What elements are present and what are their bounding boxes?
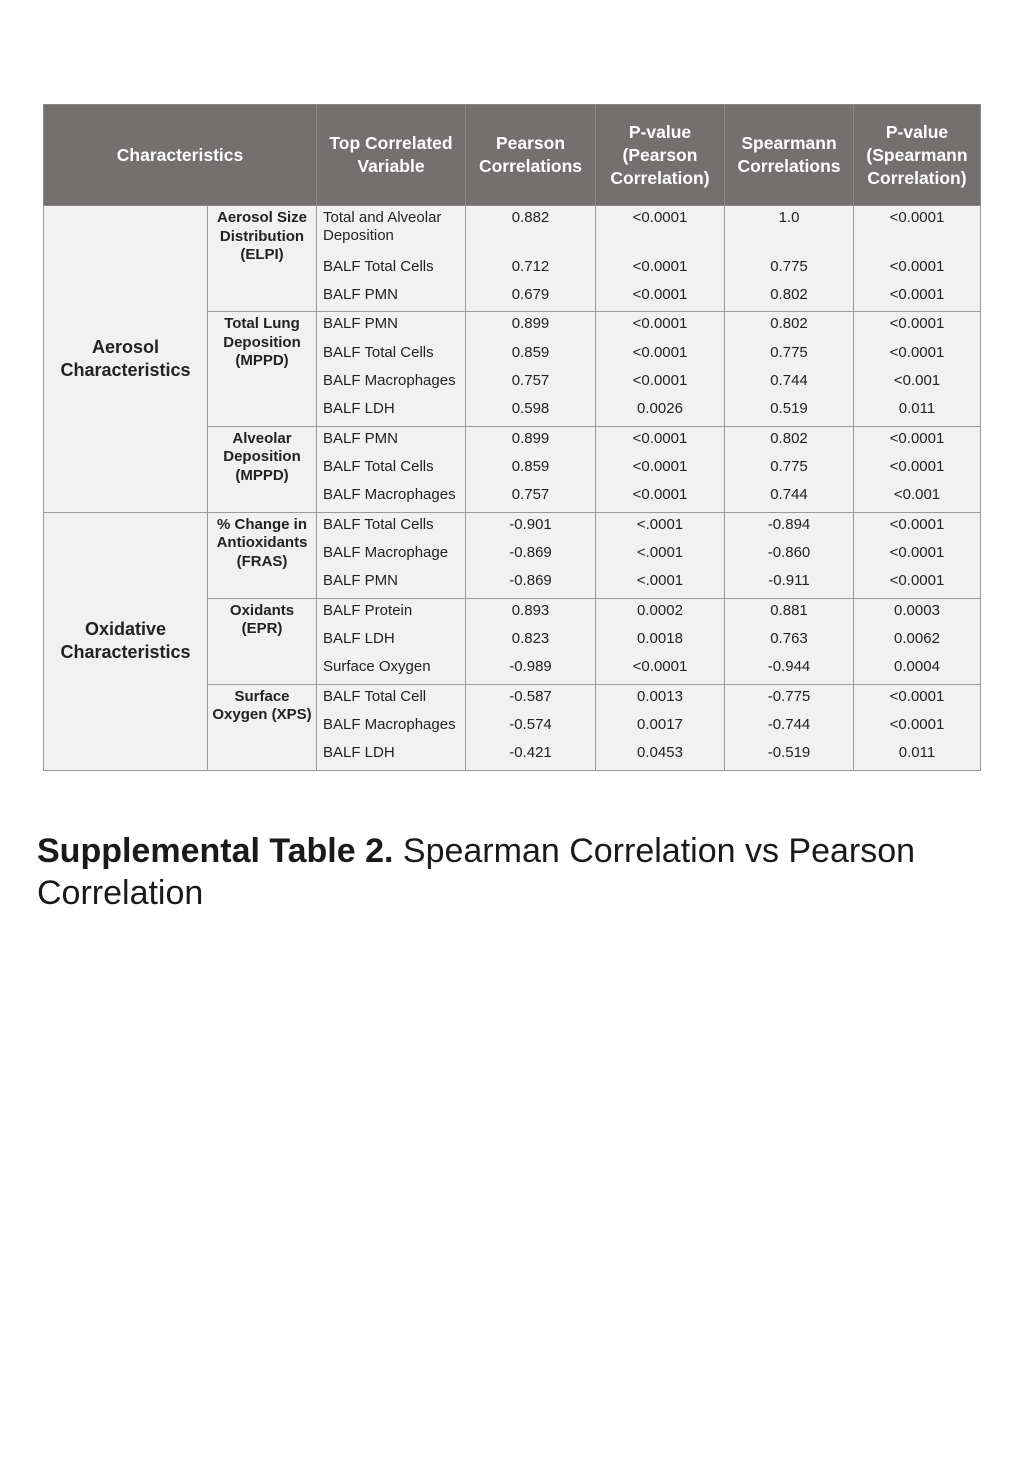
table-cell-spearmann: -0.894 — [725, 512, 854, 541]
table-cell-spearmann: 0.802 — [725, 283, 854, 312]
table-cell-pearson: 0.893 — [466, 598, 596, 627]
header-row — [44, 105, 981, 206]
table-cell-p-pearson: <0.0001 — [596, 312, 725, 341]
table-cell-variable: BALF Total Cells — [317, 255, 466, 283]
table-cell-spearmann: 0.802 — [725, 312, 854, 341]
table-cell-pearson: 0.882 — [466, 206, 596, 255]
table-cell-variable: BALF LDH — [317, 627, 466, 655]
table-cell-pearson: -0.869 — [466, 541, 596, 569]
caption-label: Supplemental Table 2. — [37, 832, 394, 870]
table-cell-pearson: 0.712 — [466, 255, 596, 283]
table-cell-variable: BALF PMN — [317, 426, 466, 455]
table-cell-p-spearmann: 0.011 — [854, 397, 981, 426]
table-cell-p-pearson: 0.0013 — [596, 684, 725, 713]
table-cell-spearmann: 0.802 — [725, 426, 854, 455]
table-cell-spearmann: 0.775 — [725, 341, 854, 369]
table-cell-p-pearson: 0.0017 — [596, 713, 725, 741]
table-cell-spearmann: 0.775 — [725, 455, 854, 483]
table-cell-spearmann: 0.744 — [725, 369, 854, 397]
table-cell-spearmann: -0.860 — [725, 541, 854, 569]
table-cell-p-pearson: <0.0001 — [596, 483, 725, 512]
subcategory-cell: Total Lung Deposition (MPPD) — [208, 312, 317, 426]
table-cell-variable: BALF Macrophages — [317, 713, 466, 741]
table-cell-p-spearmann: <0.0001 — [854, 569, 981, 598]
subcategory-cell: Aerosol Size Distribution (ELPI) — [208, 206, 317, 312]
header-pearson-correlations: Pearson Correlations — [466, 105, 596, 206]
table-cell-spearmann: -0.744 — [725, 713, 854, 741]
table-cell-p-pearson: <.0001 — [596, 512, 725, 541]
table-cell-variable: BALF Total Cells — [317, 341, 466, 369]
table-cell-spearmann: 0.881 — [725, 598, 854, 627]
table-cell-variable: BALF Total Cell — [317, 684, 466, 713]
table-cell-p-spearmann: <0.0001 — [854, 283, 981, 312]
table-cell-pearson: 0.757 — [466, 483, 596, 512]
table-cell-p-pearson: <0.0001 — [596, 341, 725, 369]
table-cell-pearson: 0.679 — [466, 283, 596, 312]
table-cell-pearson: 0.899 — [466, 312, 596, 341]
table-cell-p-spearmann: <0.0001 — [854, 206, 981, 255]
table-cell-p-spearmann: <0.0001 — [854, 255, 981, 283]
subcategory-cell: Surface Oxygen (XPS) — [208, 684, 317, 770]
table-cell-spearmann: -0.775 — [725, 684, 854, 713]
header-spearmann-correlations: Spearmann Correlations — [725, 105, 854, 206]
table-cell-pearson: -0.421 — [466, 741, 596, 770]
header-top-correlated-variable: Top Correlated Variable — [317, 105, 466, 206]
table-cell-variable: BALF Total Cells — [317, 455, 466, 483]
table-cell-p-spearmann: <0.0001 — [854, 512, 981, 541]
table-cell-p-spearmann: <0.001 — [854, 369, 981, 397]
table-cell-pearson: -0.587 — [466, 684, 596, 713]
header-p-value-pearson: P-value (Pearson Correlation) — [596, 105, 725, 206]
table-cell-p-pearson: <0.0001 — [596, 255, 725, 283]
table-cell-pearson: -0.869 — [466, 569, 596, 598]
table-cell-variable: BALF Macrophages — [317, 369, 466, 397]
table-cell-variable: BALF PMN — [317, 283, 466, 312]
subcategory-cell: % Change in Antioxidants (FRAS) — [208, 512, 317, 598]
table-cell-p-pearson: <.0001 — [596, 569, 725, 598]
table-cell-pearson: -0.574 — [466, 713, 596, 741]
table-cell-spearmann: -0.911 — [725, 569, 854, 598]
table-cell-pearson: 0.757 — [466, 369, 596, 397]
table-cell-p-spearmann: 0.011 — [854, 741, 981, 770]
table-cell-p-spearmann: <0.001 — [854, 483, 981, 512]
table-cell-spearmann: 0.763 — [725, 627, 854, 655]
table-cell-spearmann: -0.944 — [725, 655, 854, 684]
table-row — [44, 512, 981, 541]
subcategory-cell: Oxidants (EPR) — [208, 598, 317, 684]
table-cell-variable: BALF Macrophages — [317, 483, 466, 512]
table-cell-pearson: 0.823 — [466, 627, 596, 655]
table-cell-p-spearmann: <0.0001 — [854, 684, 981, 713]
table-cell-spearmann: 0.744 — [725, 483, 854, 512]
table-cell-p-pearson: <.0001 — [596, 541, 725, 569]
table-cell-variable: BALF LDH — [317, 741, 466, 770]
table-cell-p-spearmann: <0.0001 — [854, 341, 981, 369]
table-cell-spearmann: -0.519 — [725, 741, 854, 770]
table-cell-p-pearson: <0.0001 — [596, 655, 725, 684]
table-cell-p-pearson: 0.0026 — [596, 397, 725, 426]
table-cell-p-spearmann: <0.0001 — [854, 541, 981, 569]
table-cell-p-pearson: <0.0001 — [596, 369, 725, 397]
table-cell-p-pearson: <0.0001 — [596, 455, 725, 483]
table-cell-pearson: 0.598 — [466, 397, 596, 426]
table-cell-pearson: -0.901 — [466, 512, 596, 541]
table-cell-variable: BALF PMN — [317, 569, 466, 598]
table-cell-pearson: 0.859 — [466, 341, 596, 369]
correlation-table — [43, 104, 981, 771]
table-cell-pearson: 0.899 — [466, 426, 596, 455]
category-cell: Oxidative Characteristics — [44, 512, 208, 770]
table-cell-variable: Surface Oxygen — [317, 655, 466, 684]
table-cell-p-pearson: <0.0001 — [596, 426, 725, 455]
table-cell-p-pearson: <0.0001 — [596, 206, 725, 255]
table-cell-variable: BALF Macrophage — [317, 541, 466, 569]
category-cell: Aerosol Characteristics — [44, 206, 208, 513]
table-cell-variable: BALF LDH — [317, 397, 466, 426]
subcategory-cell: Alveolar Deposition (MPPD) — [208, 426, 317, 512]
header-p-value-spearmann: P-value (Spearmann Correlation) — [854, 105, 981, 206]
table-caption — [37, 830, 987, 914]
caption-text: Spearman Correlation vs Pearson Correlation — [37, 832, 916, 912]
table-cell-p-pearson: 0.0018 — [596, 627, 725, 655]
table-cell-variable: BALF PMN — [317, 312, 466, 341]
table-cell-variable: Total and Alveolar Deposition — [317, 206, 466, 255]
table-cell-p-pearson: 0.0002 — [596, 598, 725, 627]
table-cell-p-spearmann: 0.0004 — [854, 655, 981, 684]
table-cell-pearson: 0.859 — [466, 455, 596, 483]
table-cell-p-spearmann: <0.0001 — [854, 713, 981, 741]
header-characteristics: Characteristics — [44, 105, 317, 206]
table-cell-spearmann: 1.0 — [725, 206, 854, 255]
table-cell-p-pearson: 0.0453 — [596, 741, 725, 770]
table-cell-p-spearmann: <0.0001 — [854, 455, 981, 483]
table-cell-variable: BALF Protein — [317, 598, 466, 627]
table-row — [44, 206, 981, 255]
table-cell-p-pearson: <0.0001 — [596, 283, 725, 312]
table-cell-p-spearmann: 0.0003 — [854, 598, 981, 627]
table-cell-p-spearmann: <0.0001 — [854, 312, 981, 341]
table-cell-spearmann: 0.775 — [725, 255, 854, 283]
table-cell-p-spearmann: 0.0062 — [854, 627, 981, 655]
table-cell-spearmann: 0.519 — [725, 397, 854, 426]
table-cell-p-spearmann: <0.0001 — [854, 426, 981, 455]
table-cell-pearson: -0.989 — [466, 655, 596, 684]
table-cell-variable: BALF Total Cells — [317, 512, 466, 541]
